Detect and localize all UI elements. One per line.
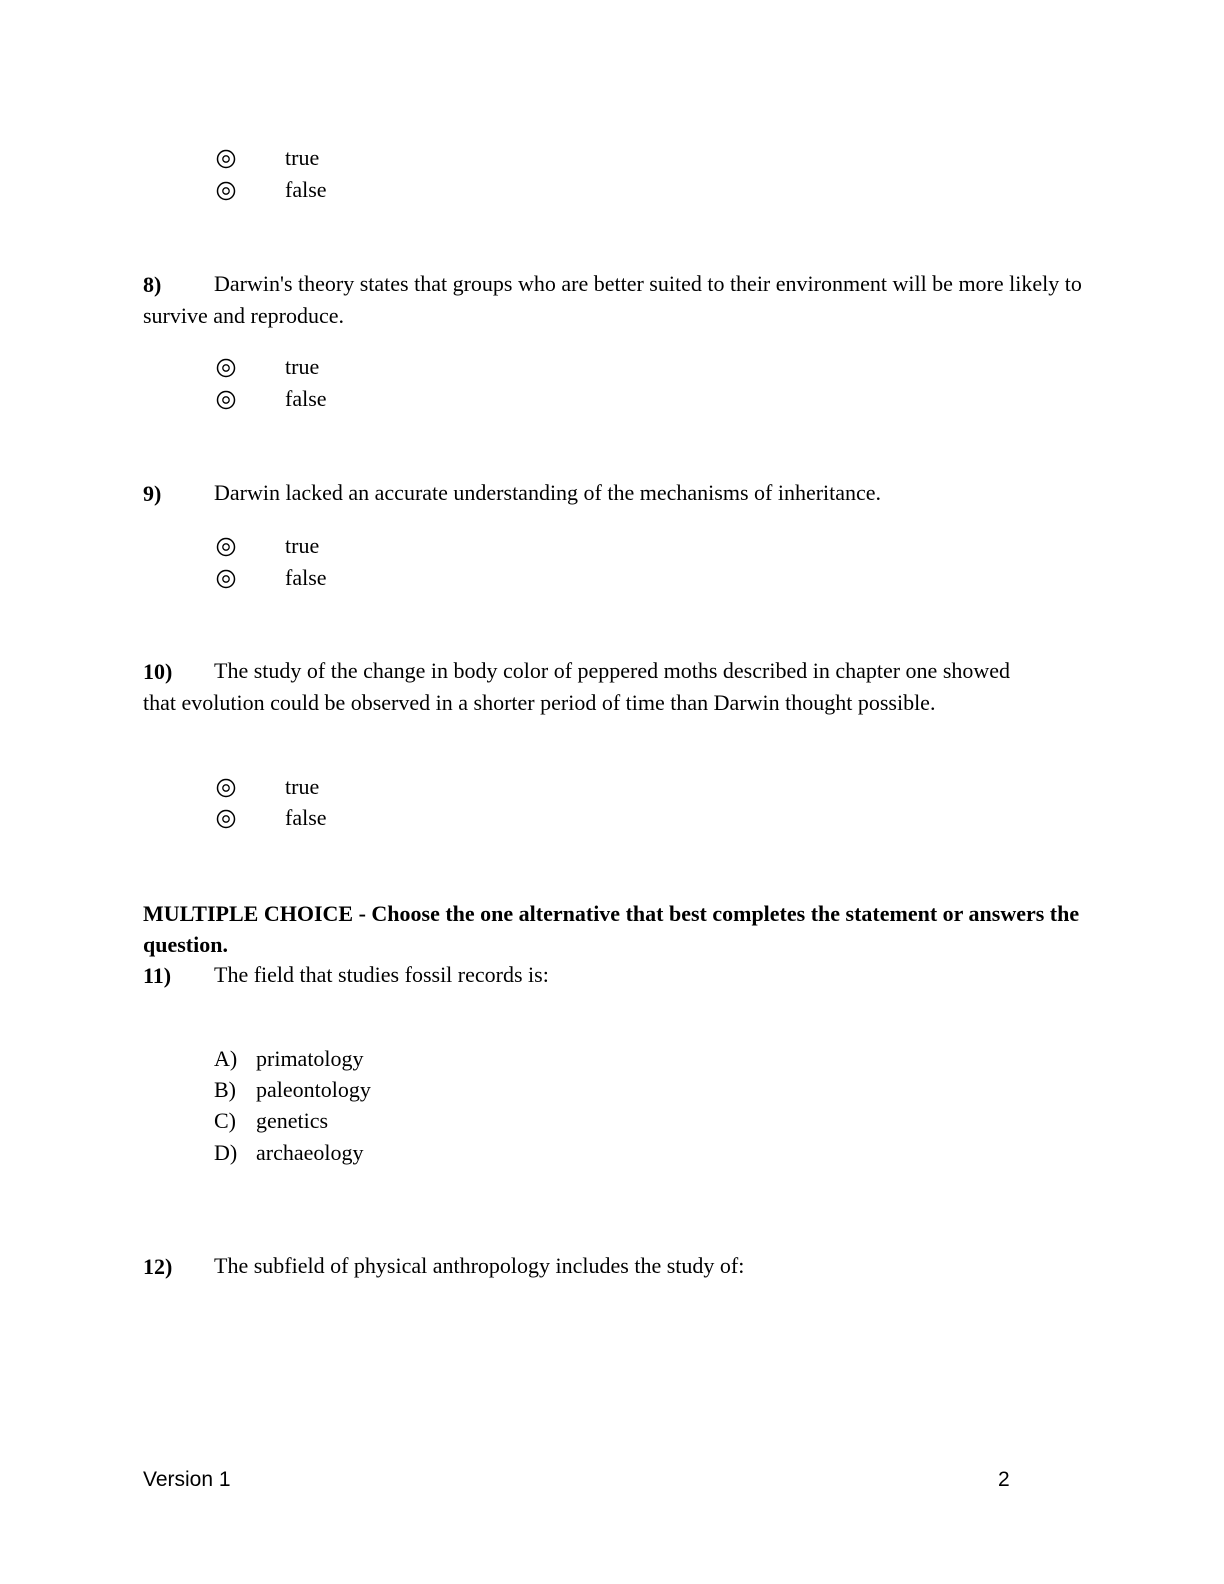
q9-text: Darwin lacked an accurate understanding of the mechanisms of inheritance. xyxy=(214,480,882,505)
section-heading: MULTIPLE CHOICE - Choose the one alternative that best completes the statement or answers the question. xyxy=(143,901,1080,957)
q11-choice-letter: D) xyxy=(214,1140,238,1165)
q9-number: 9) xyxy=(143,481,162,506)
q11-choice-text[interactable]: primatology xyxy=(256,1046,364,1071)
q7-option-false: false xyxy=(285,177,327,202)
q11-text: The field that studies fossil records is: xyxy=(214,962,549,987)
q12-text: The subfield of physical anthropology includes the study of: xyxy=(214,1253,745,1278)
q9-option-false: false xyxy=(285,565,327,590)
radio-target-icon[interactable] xyxy=(216,537,236,557)
q11-choice-letter: A) xyxy=(214,1046,238,1071)
radio-target-icon[interactable] xyxy=(216,809,236,829)
q8-option-true: true xyxy=(285,354,320,379)
q8-option-false: false xyxy=(285,386,327,411)
q9-option-true: true xyxy=(285,533,320,558)
q12-number: 12) xyxy=(143,1254,173,1279)
radio-target-icon[interactable] xyxy=(216,390,236,410)
q11-choice-letter: C) xyxy=(214,1108,236,1133)
footer-page-number: 2 xyxy=(998,1468,1010,1491)
q8-text: Darwin's theory states that groups who are better suited to their environment will be more likely to survive and reproduce. xyxy=(143,271,1082,328)
q10-number: 10) xyxy=(143,659,173,684)
q10-option-false: false xyxy=(285,805,327,830)
radio-target-icon[interactable] xyxy=(216,358,236,378)
q11-number: 11) xyxy=(143,963,172,988)
q7-option-true: true xyxy=(285,145,320,170)
q11-choice-letter: B) xyxy=(214,1077,236,1102)
q11-choice-text[interactable]: genetics xyxy=(256,1108,329,1133)
q8-number: 8) xyxy=(143,272,162,297)
q10-option-true: true xyxy=(285,774,320,799)
footer-version: Version 1 xyxy=(143,1468,231,1491)
radio-target-icon[interactable] xyxy=(216,569,236,589)
radio-target-icon[interactable] xyxy=(216,149,236,169)
q11-choice-text[interactable]: archaeology xyxy=(256,1140,364,1165)
radio-target-icon[interactable] xyxy=(216,181,236,201)
q10-text: The study of the change in body color of peppered moths described in chapter one showed that evolution could be observed in a shorter period of time than Darwin thought possible. xyxy=(143,658,1011,715)
radio-target-icon[interactable] xyxy=(216,778,236,798)
q11-choice-text[interactable]: paleontology xyxy=(256,1077,371,1102)
